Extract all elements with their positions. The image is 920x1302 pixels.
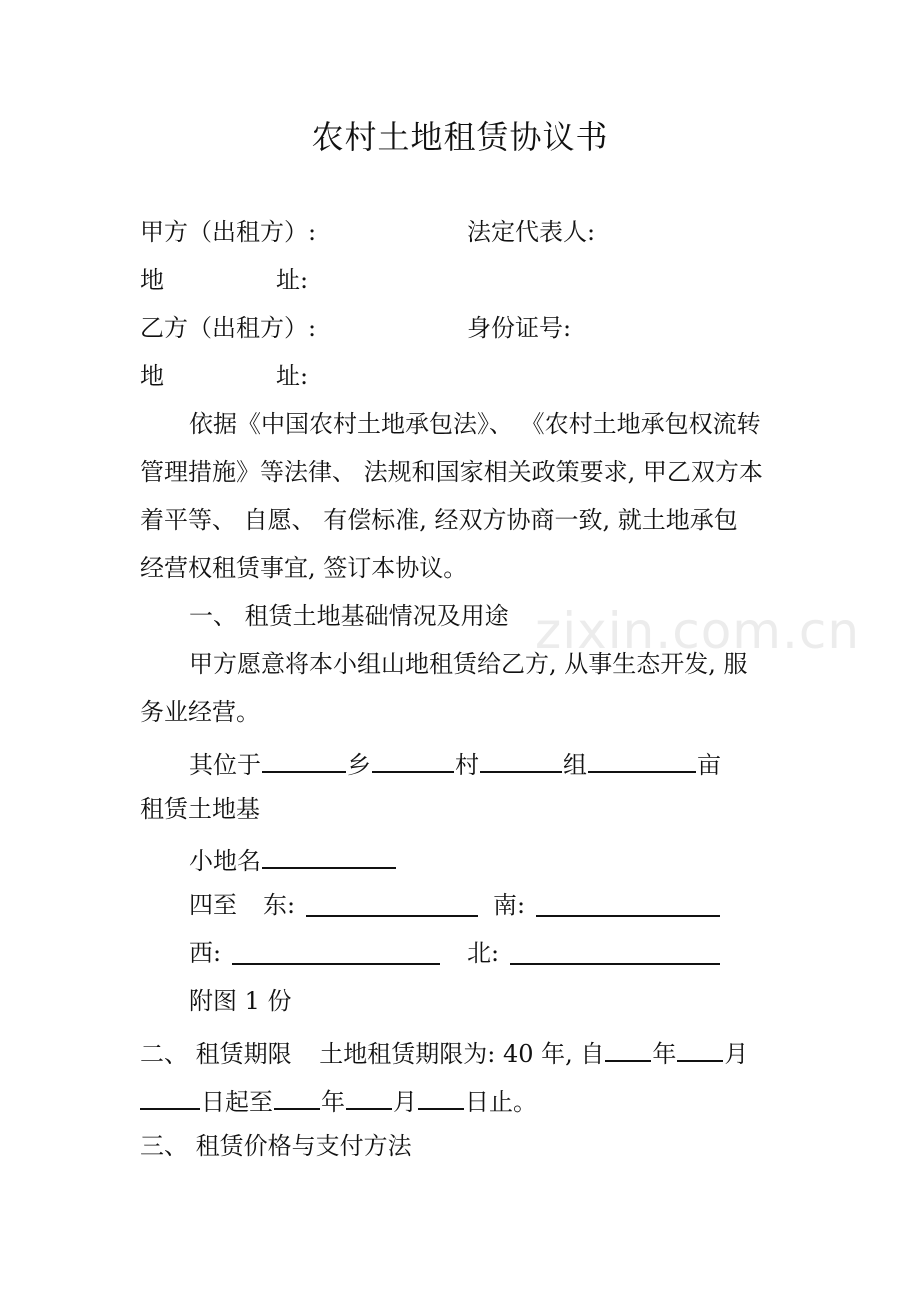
section2-body: 土地租赁期限为: 40 年, 自: [319, 1040, 605, 1068]
attachment-note: 附图 1 份: [189, 987, 292, 1015]
address-label-char2: 址:: [276, 266, 309, 294]
start-day-blank: [140, 1082, 200, 1110]
location-row: [189, 745, 721, 777]
start-month-blank: [677, 1034, 723, 1062]
small-place-blank: [262, 841, 396, 869]
intro-line-4: 经营权租赁事宜, 签订本协议。: [140, 554, 468, 582]
west-label: 西:: [189, 939, 222, 967]
section2-row-1: [140, 1034, 748, 1066]
location-prefix: 其位于: [189, 751, 261, 779]
address-label-char1: 地: [140, 362, 164, 390]
end-year-blank: [274, 1082, 320, 1110]
start-year-blank: [605, 1034, 651, 1062]
group-blank: [480, 745, 562, 773]
south-blank: [536, 889, 720, 917]
end-year-label: 年: [321, 1088, 345, 1116]
party-b-label: 乙方（出租方）:: [140, 314, 317, 342]
north-blank: [510, 937, 720, 965]
boundaries-row-2: [189, 937, 500, 969]
north-label: 北:: [467, 939, 500, 967]
section2-heading: 二、 租赁期限: [140, 1040, 292, 1068]
document-title: 农村土地租赁协议书: [311, 118, 609, 156]
party-a-address-row: [140, 264, 309, 296]
party-b-row: [140, 312, 572, 344]
party-a-row: [140, 216, 596, 248]
intro-line-3: 着平等、 自愿、 有偿标准, 经双方协商一致, 就土地承包: [140, 506, 738, 534]
party-a-label: 甲方（出租方）:: [140, 218, 317, 246]
party-b-address-row: [140, 360, 309, 392]
id-number-label: 身份证号:: [467, 314, 572, 342]
township-blank: [262, 745, 346, 773]
intro-line-1: 依据《中国农村土地承包法》、 《农村土地承包权流转: [189, 410, 761, 438]
village-label: 村: [455, 751, 479, 779]
section3-heading: 三、 租赁价格与支付方法: [140, 1132, 412, 1160]
end-month-blank: [346, 1082, 392, 1110]
section1-body-line-2: 务业经营。: [140, 698, 260, 726]
intro-line-2: 管理措施》等法律、 法规和国家相关政策要求, 甲乙双方本: [140, 458, 763, 486]
start-month-label: 月: [724, 1040, 749, 1068]
start-year-label: 年: [652, 1040, 677, 1068]
area-blank: [588, 745, 696, 773]
mu-label: 亩: [697, 751, 721, 779]
watermark: zixin.com.cn: [535, 602, 861, 660]
east-blank: [306, 889, 478, 917]
start-suffix: 日起至: [201, 1088, 273, 1116]
west-blank: [232, 937, 440, 965]
address-label-char1: 地: [140, 266, 164, 294]
south-label: 南:: [493, 891, 526, 919]
small-place-label: 小地名: [189, 847, 261, 875]
end-suffix: 日止。: [465, 1088, 537, 1116]
small-place-row: [189, 841, 397, 873]
legal-rep-label: 法定代表人:: [467, 218, 596, 246]
section1-body-line-1: 甲方愿意将本小组山地租赁给乙方, 从事生态开发, 服: [189, 650, 748, 678]
village-blank: [372, 745, 454, 773]
east-label: 东:: [263, 891, 296, 919]
section2-row-2: [140, 1082, 537, 1114]
group-label: 组: [563, 751, 587, 779]
boundaries-label: 四至: [189, 891, 237, 919]
end-day-blank: [418, 1082, 464, 1110]
end-month-label: 月: [393, 1088, 417, 1116]
township-label: 乡: [347, 751, 371, 779]
section1-heading: 一、 租赁土地基础情况及用途: [189, 602, 509, 630]
address-label-char2: 址:: [276, 362, 309, 390]
land-base-label: 租赁土地基: [140, 795, 260, 823]
boundaries-row-1: [189, 889, 526, 921]
